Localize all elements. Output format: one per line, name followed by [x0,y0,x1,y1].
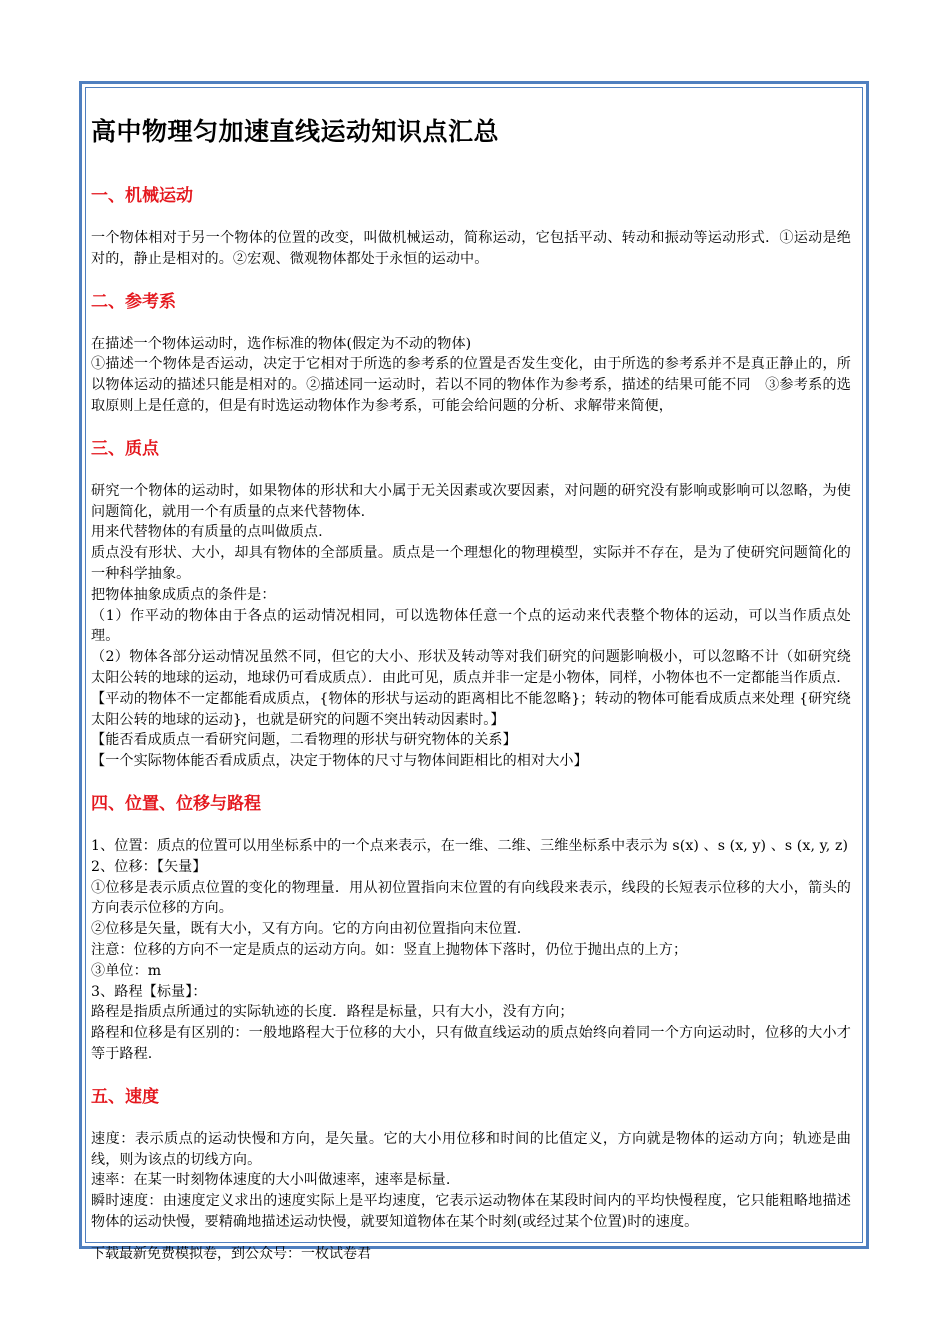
document-title: 高中物理匀加速直线运动知识点汇总 [91,117,500,146]
section-particle [91,437,851,772]
section-heading: 五、速度 [91,1086,159,1107]
paragraph: 路程和位移是有区别的：一般地路程大于位移的大小，只有做直线运动的质点始终向着同一个方向运动时，位移的大小才等于路程. [91,1025,851,1062]
paragraph: ②位移是矢量，既有大小，又有方向。它的方向由初位置指向末位置. [91,921,522,938]
paragraph: ①描述一个物体是否运动，决定于它相对于所选的参考系的位置是否发生变化，由于所选的参考系并不是真正静止的，所以物体运动的描述只能是相对的。②描述同一运动时，若以不同的物体作为参考系，描述的结果可能不同 ③参考系的选取原则上是任意的，但是有时选运动物体作为参考系，可能会给问题的分析、求解带来简便， [91,356,851,414]
section-position-displacement-path [91,792,851,1065]
paragraph: 路程是指质点所通过的实际轨迹的长度．路程是标量，只有大小，没有方向； [91,1004,574,1021]
paragraph: 研究一个物体的运动时，如果物体的形状和大小属于无关因素或次要因素，对问题的研究没有影响或影响可以忽略，为使问题简化，就用一个有质量的点来代替物体. [91,482,851,520]
paragraph: 【平动的物体不一定都能看成质点，{物体的形状与运动的距离相比不能忽略}；转动的物体可能看成质点来处理 {研究绕太阳公转的地球的运动}，也就是研究的问题不突出转动因素时。】 [91,690,851,728]
paragraph: 3、路程【标量】： [91,983,207,1000]
paragraph: 用来代替物体的有质量的点叫做质点. [91,524,323,541]
paragraph: 速率：在某一时刻物体速度的大小叫做速率，速率是标量. [91,1172,451,1189]
paragraph: 一个物体相对于另一个物体的位置的改变，叫做机械运动，简称运动，它包括平动、转动和振动等运动形式．①运动是绝对的，静止是相对的。②宏观、微观物体都处于永恒的运动中。 [91,230,851,267]
section-heading: 三、质点 [91,438,159,459]
paragraph: 速度：表示质点的运动快慢和方向，是矢量。它的大小用位移和时间的比值定义，方向就是物体的运动方向；轨迹是曲线，则为该点的切线方向。 [91,1130,851,1168]
document-content [91,110,851,1240]
paragraph: 注意：位移的方向不一定是质点的运动方向。如：竖直上抛物体下落时，仍位于抛出点的上方； [91,941,688,958]
paragraph: 在描述一个物体运动时，选作标准的物体(假定为不动的物体) [91,335,472,352]
paragraph: （1）作平动的物体由于各点的运动情况相同，可以选物体任意一个点的运动来代表整个物体的运动，可以当作质点处理。 [91,607,851,645]
page-footer: 下载最新免费模拟卷，到公众号：一枚试卷君 [91,1246,371,1262]
paragraph: ③单位：m [91,962,162,979]
section-mechanical-motion [91,184,851,270]
paragraph: 把物体抽象成质点的条件是： [91,586,276,603]
paragraph: ①位移是表示质点位置的变化的物理量．用从初位置指向末位置的有向线段来表示，线段的长短表示位移的大小，箭头的方向表示位移的方向。 [91,879,851,917]
paragraph: 【一个实际物体能否看成质点，决定于物体的尺寸与物体间距相比的相对大小】 [91,753,588,770]
paragraph: 【能否看成质点一看研究问题，二看物理的形状与研究物体的关系】 [91,732,517,749]
paragraph: 质点没有形状、大小，却具有物体的全部质量。质点是一个理想化的物理模型，实际并不存在，是为了使研究问题简化的一种科学抽象。 [91,545,851,582]
section-heading: 一、机械运动 [91,186,193,206]
section-reference-frame [91,290,851,417]
paragraph: 2、位移：【矢量】 [91,858,207,875]
section-velocity [91,1085,851,1233]
paragraph: 瞬时速度：由速度定义求出的速度实际上是平均速度，它表示运动物体在某段时间内的平均快慢程度，它只能粗略地描述物体的运动快慢，要精确地描述运动快慢，就要知道物体在某个时刻(或经过某个位置)时的速度。 [91,1193,851,1230]
paragraph: （2）物体各部分运动情况虽然不同，但它的大小、形状及转动等对我们研究的问题影响极小，可以忽略不计（如研究绕太阳公转的地球的运动，地球仍可看成质点）．由此可见，质点并非一定是小物体，同样，小物体也不一定都能当作质点. [91,649,851,686]
section-heading: 四、位置、位移与路程 [91,793,261,814]
section-heading: 二、参考系 [91,291,176,312]
paragraph: 1、位置：质点的位置可以用坐标系中的一个点来表示，在一维、二维、三维坐标系中表示为 s(x) 、s (x, y) 、s (x, y, z) [91,837,849,854]
